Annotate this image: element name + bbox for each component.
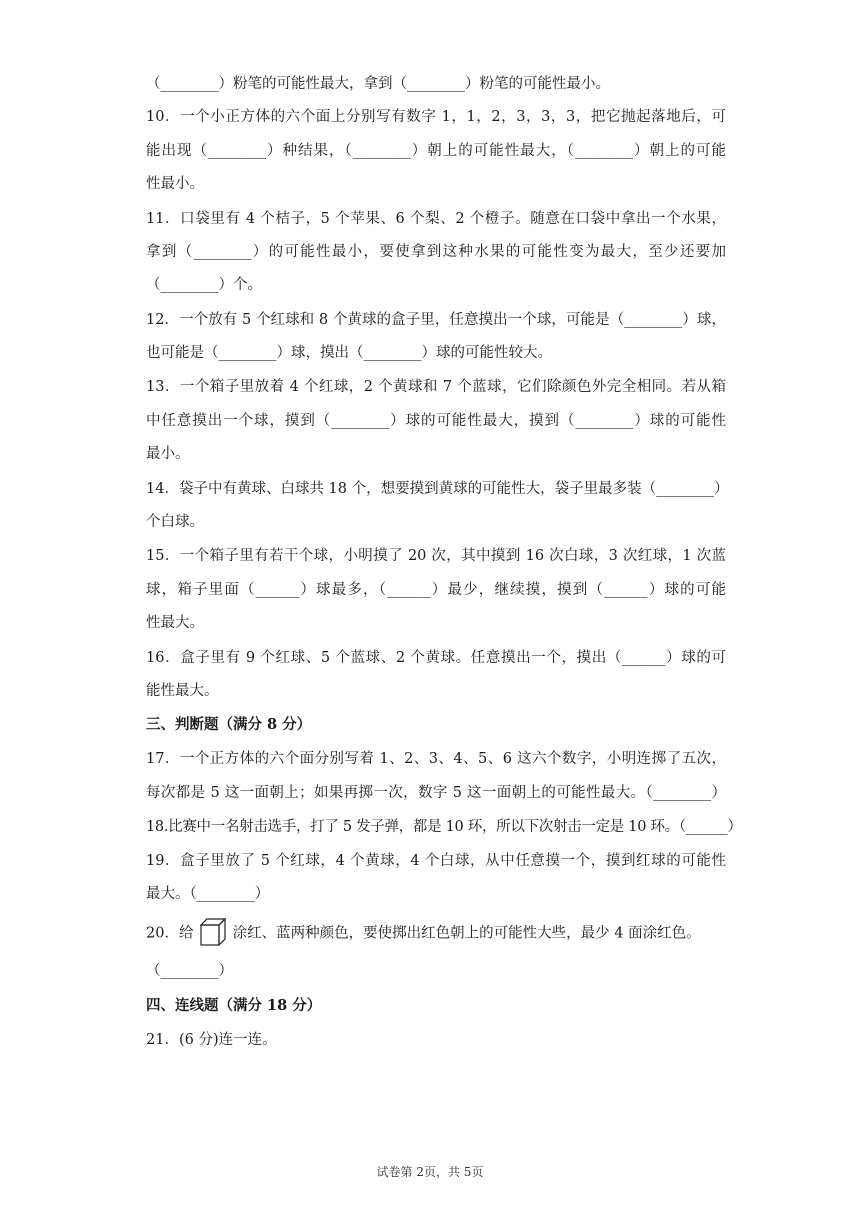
question-20-line-1 <box>146 918 726 948</box>
question-13-line-2: 中任意摸出一个球，摸到（________）球的可能性最大，摸到（________）球的可能性 <box>146 413 726 429</box>
question-21: 21．(6 分)连一连。 <box>146 1032 277 1048</box>
question-10-line-3: 性最小。 <box>146 176 204 192</box>
section-3-heading: 三、判断题（满分 8 分） <box>146 716 312 733</box>
question-20-answer: （________） <box>146 963 233 979</box>
question-15-line-2: 球，箱子里面（______）球最多，（______）最少，继续摸，摸到（______）球的可能 <box>146 582 726 598</box>
question-20-suffix: 涂红、蓝两种颜色，要使掷出红色朝上的可能性大些，最少 4 面涂红色。 <box>232 925 701 942</box>
question-10-line-1: 10．一个小正方体的六个面上分别写有数字 1，1，2，3，3，3，把它抛起落地后，可 <box>146 109 726 125</box>
question-14-line-2: 个白球。 <box>146 514 204 530</box>
question-19-line-2: 最大。（________） <box>146 886 270 902</box>
question-9-continuation: （________）粉笔的可能性最大，拿到（________）粉笔的可能性最小。 <box>146 76 610 92</box>
question-10-line-2: 能出现（________）种结果，（________）朝上的可能性最大，（________）朝上的可能 <box>146 143 726 159</box>
question-13-line-3: 最小。 <box>146 446 190 462</box>
question-18: 18.比赛中一名射击选手，打了 5 发子弹，都是 10 环，所以下次射击一定是 10 环。（______） <box>146 819 742 835</box>
question-11-line-2: 拿到（________）的可能性最小，要使拿到这种水果的可能性变为最大，至少还要加 <box>146 244 726 260</box>
question-11-line-3: （________）个。 <box>146 277 262 293</box>
section-4-heading: 四、连线题（满分 18 分） <box>146 997 322 1014</box>
question-17-line-1: 17．一个正方体的六个面分别写着 1、2、3、4、5、6 这六个数字，小明连掷了五次， <box>146 751 726 767</box>
page-footer: 试卷第 2页，共 5页 <box>376 1165 484 1179</box>
question-14-line-1: 14．袋子中有黄球、白球共 18 个，想要摸到黄球的可能性大，袋子里最多装（________） <box>146 481 729 497</box>
question-13-line-1: 13．一个箱子里放着 4 个红球，2 个黄球和 7 个蓝球，它们除颜色外完全相同。若从箱 <box>146 379 726 395</box>
question-11-line-1: 11．口袋里有 4 个桔子，5 个苹果、6 个梨、2 个橙子。随意在口袋中拿出一个水果， <box>146 211 726 227</box>
question-15-line-1: 15．一个箱子里有若干个球，小明摸了 20 次，其中摸到 16 次白球，3 次红球，1 次蓝 <box>146 548 726 564</box>
question-16-line-2: 能性最大。 <box>146 683 219 699</box>
question-12-line-1: 12．一个放有 5 个红球和 8 个黄球的盒子里，任意摸出一个球，可能是（________）球， <box>146 312 726 328</box>
question-15-line-3: 性最大。 <box>146 615 204 631</box>
question-17-line-2: 每次都是 5 这一面朝上；如果再掷一次，数字 5 这一面朝上的可能性最大。（________） <box>146 785 726 801</box>
question-20-prefix: 20．给 <box>146 925 194 942</box>
question-12-line-2: 也可能是（________）球，摸出（________）球的可能性较大。 <box>146 345 552 361</box>
cube-icon <box>200 918 226 946</box>
question-19-line-1: 19．盒子里放了 5 个红球，4 个黄球，4 个白球，从中任意摸一个，摸到红球的可能性 <box>146 853 726 869</box>
question-16-line-1: 16．盒子里有 9 个红球、5 个蓝球、2 个黄球。任意摸出一个，摸出（______）球的可 <box>146 650 726 666</box>
